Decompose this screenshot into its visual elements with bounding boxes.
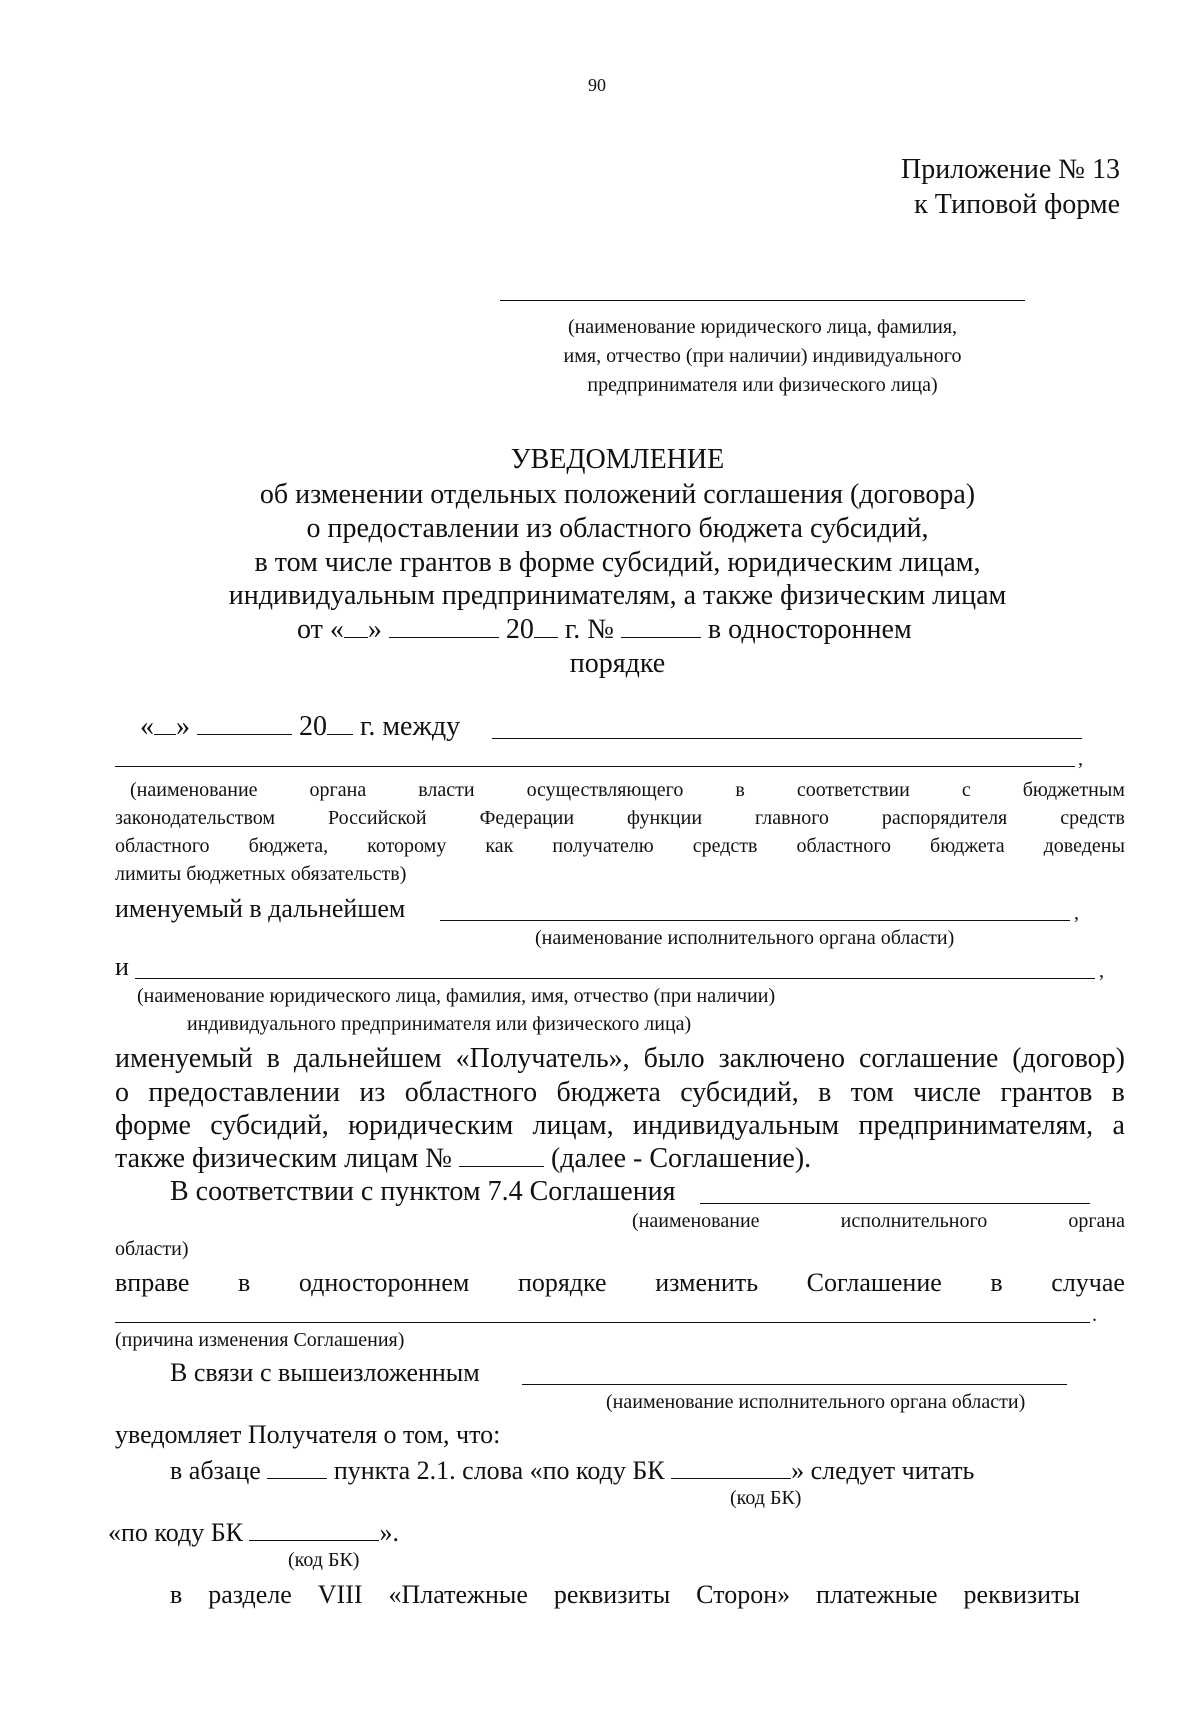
in-view-caption: (наименование исполнительного органа области) [606, 1391, 1026, 1413]
read-as-line [108, 1518, 399, 1548]
year-blank [534, 615, 558, 638]
paragraph-21-line [170, 1456, 974, 1486]
recipient-caption-2-line-1: (наименование юридического лица, фамилия, имя, отчество (при наличии) [137, 985, 776, 1007]
recipient-caption-2: имя, отчество (при наличии) индивидуального [563, 345, 962, 367]
may-change-line: вправе в одностороннем порядке изменить Соглашение в случае [115, 1268, 1125, 1297]
title-line-5 [297, 615, 912, 646]
date-quote-open: от « [297, 614, 344, 645]
reason-dot: . [1092, 1304, 1097, 1326]
paragraph-21-a: в абзаце [170, 1456, 261, 1485]
paragraph-21-b: пункта 2.1. слова «по коду БК [333, 1456, 665, 1485]
page-number: 90 [588, 75, 606, 95]
authority-caption-3: областного бюджета, которому как получателю средств областного бюджета доведены [115, 835, 1125, 857]
agreement-number-blank [459, 1144, 544, 1167]
title-line-2: о предоставлении из областного бюджета субсидий, [306, 513, 929, 544]
body-line-4-b: (далее - Соглашение). [550, 1143, 812, 1174]
body-line-4 [115, 1144, 811, 1175]
clause-74-line [700, 1203, 1090, 1204]
document-title: УВЕДОМЛЕНИЕ [510, 444, 725, 475]
clause-74-caption: (наименование исполнительного органа [632, 1210, 1125, 1232]
body-line-1: именуемый в дальнейшем «Получатель», было заключено соглашение (договор) [115, 1043, 1125, 1074]
body-line-2: о предоставлении из областного бюджета субсидий, в том числе грантов в [115, 1077, 1125, 1108]
year-prefix: 20 [505, 614, 534, 645]
title-line-4: индивидуальным предпринимателям, а также физическим лицам [228, 580, 1007, 611]
title-line-6: порядке [569, 648, 666, 679]
appendix-line-1: Приложение № 13 [901, 154, 1120, 185]
and-line [135, 978, 1095, 979]
body-line-3: форме субсидий, юридическим лицам, индивидуальным предпринимателям, а [115, 1110, 1125, 1141]
recipient-caption-3: предпринимателя или физического лица) [587, 374, 938, 396]
intro-year-blank [327, 712, 353, 735]
read-as-a: «по коду БК [108, 1518, 243, 1547]
intro-comma: , [1078, 748, 1083, 770]
number-label: г. № [564, 614, 614, 645]
section-8-line: в разделе VIII «Платежные реквизиты Сторон» платежные реквизиты [170, 1580, 1080, 1609]
clause-74-text: В соответствии с пунктом 7.4 Соглашения [170, 1176, 676, 1207]
intro-month-blank [197, 712, 292, 735]
intro-between: г. между [360, 711, 461, 742]
unilateral-label: в одностороннем [707, 614, 912, 645]
in-view-line [522, 1384, 1067, 1385]
intro-quote-open: « [140, 711, 154, 742]
recipient-caption-1: (наименование юридического лица, фамилия, [567, 316, 958, 338]
month-blank [389, 615, 499, 638]
authority-caption-1: (наименование органа власти осуществляющего в соответствии с бюджетным [130, 779, 1125, 801]
and-comma: , [1099, 960, 1104, 982]
read-as-b: ». [379, 1518, 399, 1547]
title-line-1: об изменении отдельных положений соглашения (договора) [259, 479, 976, 510]
in-view-text: В связи с вышеизложенным [170, 1358, 480, 1387]
body-line-4-a: также физическим лицам № [115, 1143, 452, 1174]
new-code-blank [249, 1518, 379, 1541]
intro-year: 20 [299, 711, 327, 742]
new-code-caption: (код БК) [288, 1549, 360, 1571]
reason-caption: (причина изменения Соглашения) [115, 1329, 405, 1351]
paragraph-21-c: » следует читать [791, 1456, 975, 1485]
intro-quote-close: » [176, 711, 190, 742]
hereinafter-line [440, 920, 1070, 921]
reason-line [115, 1322, 1090, 1323]
appendix-line-2: к Типовой форме [914, 189, 1120, 220]
intro-authority-line-2 [115, 766, 1075, 767]
clause-74-caption-tail: области) [115, 1238, 189, 1260]
notifies-text: уведомляет Получателя о том, что: [115, 1420, 501, 1449]
authority-caption-2: законодательством Российской Федерации функции главного распорядителя средств [115, 807, 1125, 829]
authority-caption-4: лимиты бюджетных обязательств) [115, 863, 407, 885]
day-blank [344, 615, 368, 638]
intro-authority-line-1 [492, 738, 1082, 739]
and-text: и [115, 952, 129, 981]
hereinafter-text: именуемый в дальнейшем [115, 894, 406, 923]
recipient-name-line [500, 300, 1025, 301]
paragraph-blank [267, 1456, 327, 1479]
recipient-caption-2-line-2: индивидуального предпринимателя или физического лица) [187, 1013, 692, 1035]
date-quote-close: » [367, 614, 382, 645]
number-blank [621, 615, 701, 638]
hereinafter-caption: (наименование исполнительного органа области) [535, 927, 955, 949]
intro-day-blank [154, 712, 176, 735]
old-code-caption: (код БК) [730, 1487, 802, 1509]
title-line-3: в том числе грантов в форме субсидий, юридическим лицам, [254, 547, 981, 578]
old-code-blank [671, 1456, 791, 1479]
intro-line [140, 712, 460, 743]
hereinafter-comma: , [1074, 902, 1079, 924]
